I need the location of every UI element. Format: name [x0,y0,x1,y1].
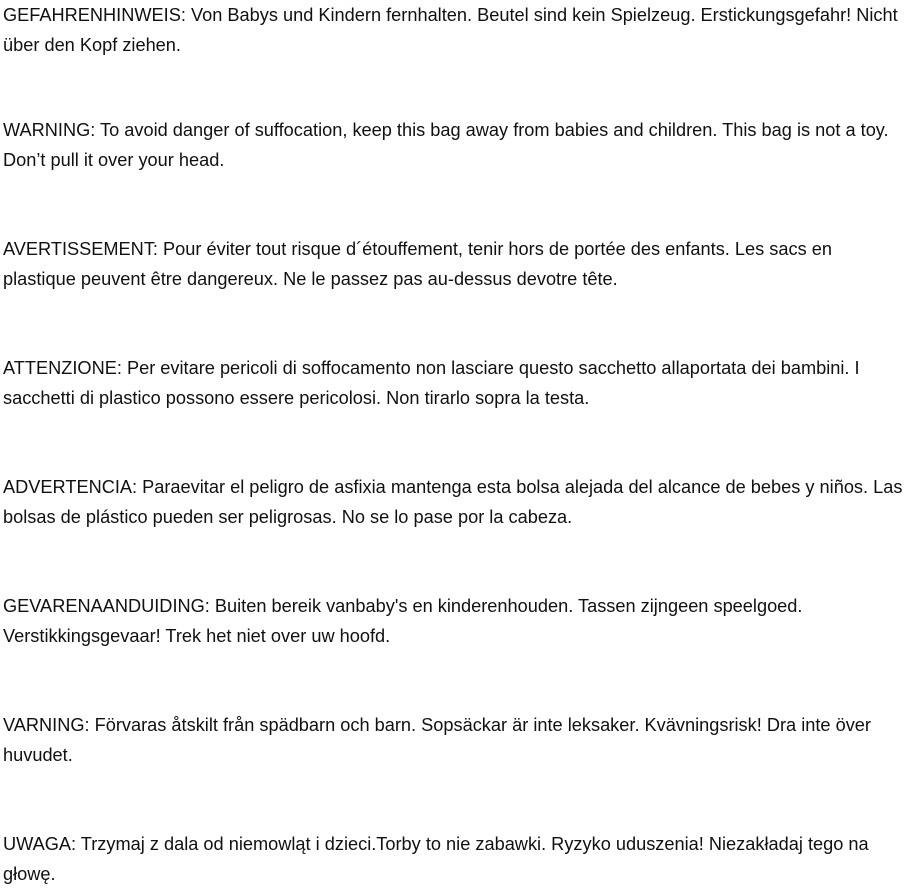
warning-paragraph-english: WARNING: To avoid danger of suffocation, keep this bag away from babies and children. This bag is not a toy. Don’t pull it over your head. [3,120,889,170]
warning-paragraph-spanish: ADVERTENCIA: Paraevitar el peligro de asfixia mantenga esta bolsa alejada del alcance de bebes y niños. Las bolsas de plástico pueden ser peligrosas. No se lo pase por la cabeza. [3,477,903,527]
warning-paragraph-polish: UWAGA: Trzymaj z dala od niemowląt i dzieci.Torby to nie zabawki. Ryzyko uduszenia! Niezakładaj tego na głowę. [3,834,869,884]
warning-paragraph-french: AVERTISSEMENT: Pour éviter tout risque d´étouffement, tenir hors de portée des enfants. Les sacs en plastique peuvent être dangereux. Ne le passez pas au-dessus devotre tête. [3,239,832,289]
warning-paragraph-italian: ATTENZIONE: Per evitare pericoli di soffocamento non lasciare questo sacchetto allaportata dei bambini. I sacchetti di plastico possono essere pericolosi. Non tirarlo sopra la testa. [3,358,860,408]
warning-paragraph-swedish: VARNING: Förvaras åtskilt från spädbarn och barn. Sopsäckar är inte leksaker. Kvävningsrisk! Dra inte över huvudet. [3,715,871,765]
warning-paragraph-german: GEFAHRENHINWEIS: Von Babys und Kindern fernhalten. Beutel sind kein Spielzeug. Erstickungsgefahr! Nicht über den Kopf ziehen. [3,5,898,55]
warning-paragraph-dutch: GEVARENAANDUIDING: Buiten bereik vanbaby's en kinderenhouden. Tassen zijngeen speelgoed. Verstikkingsgevaar! Trek het niet over uw hoofd. [3,596,803,646]
